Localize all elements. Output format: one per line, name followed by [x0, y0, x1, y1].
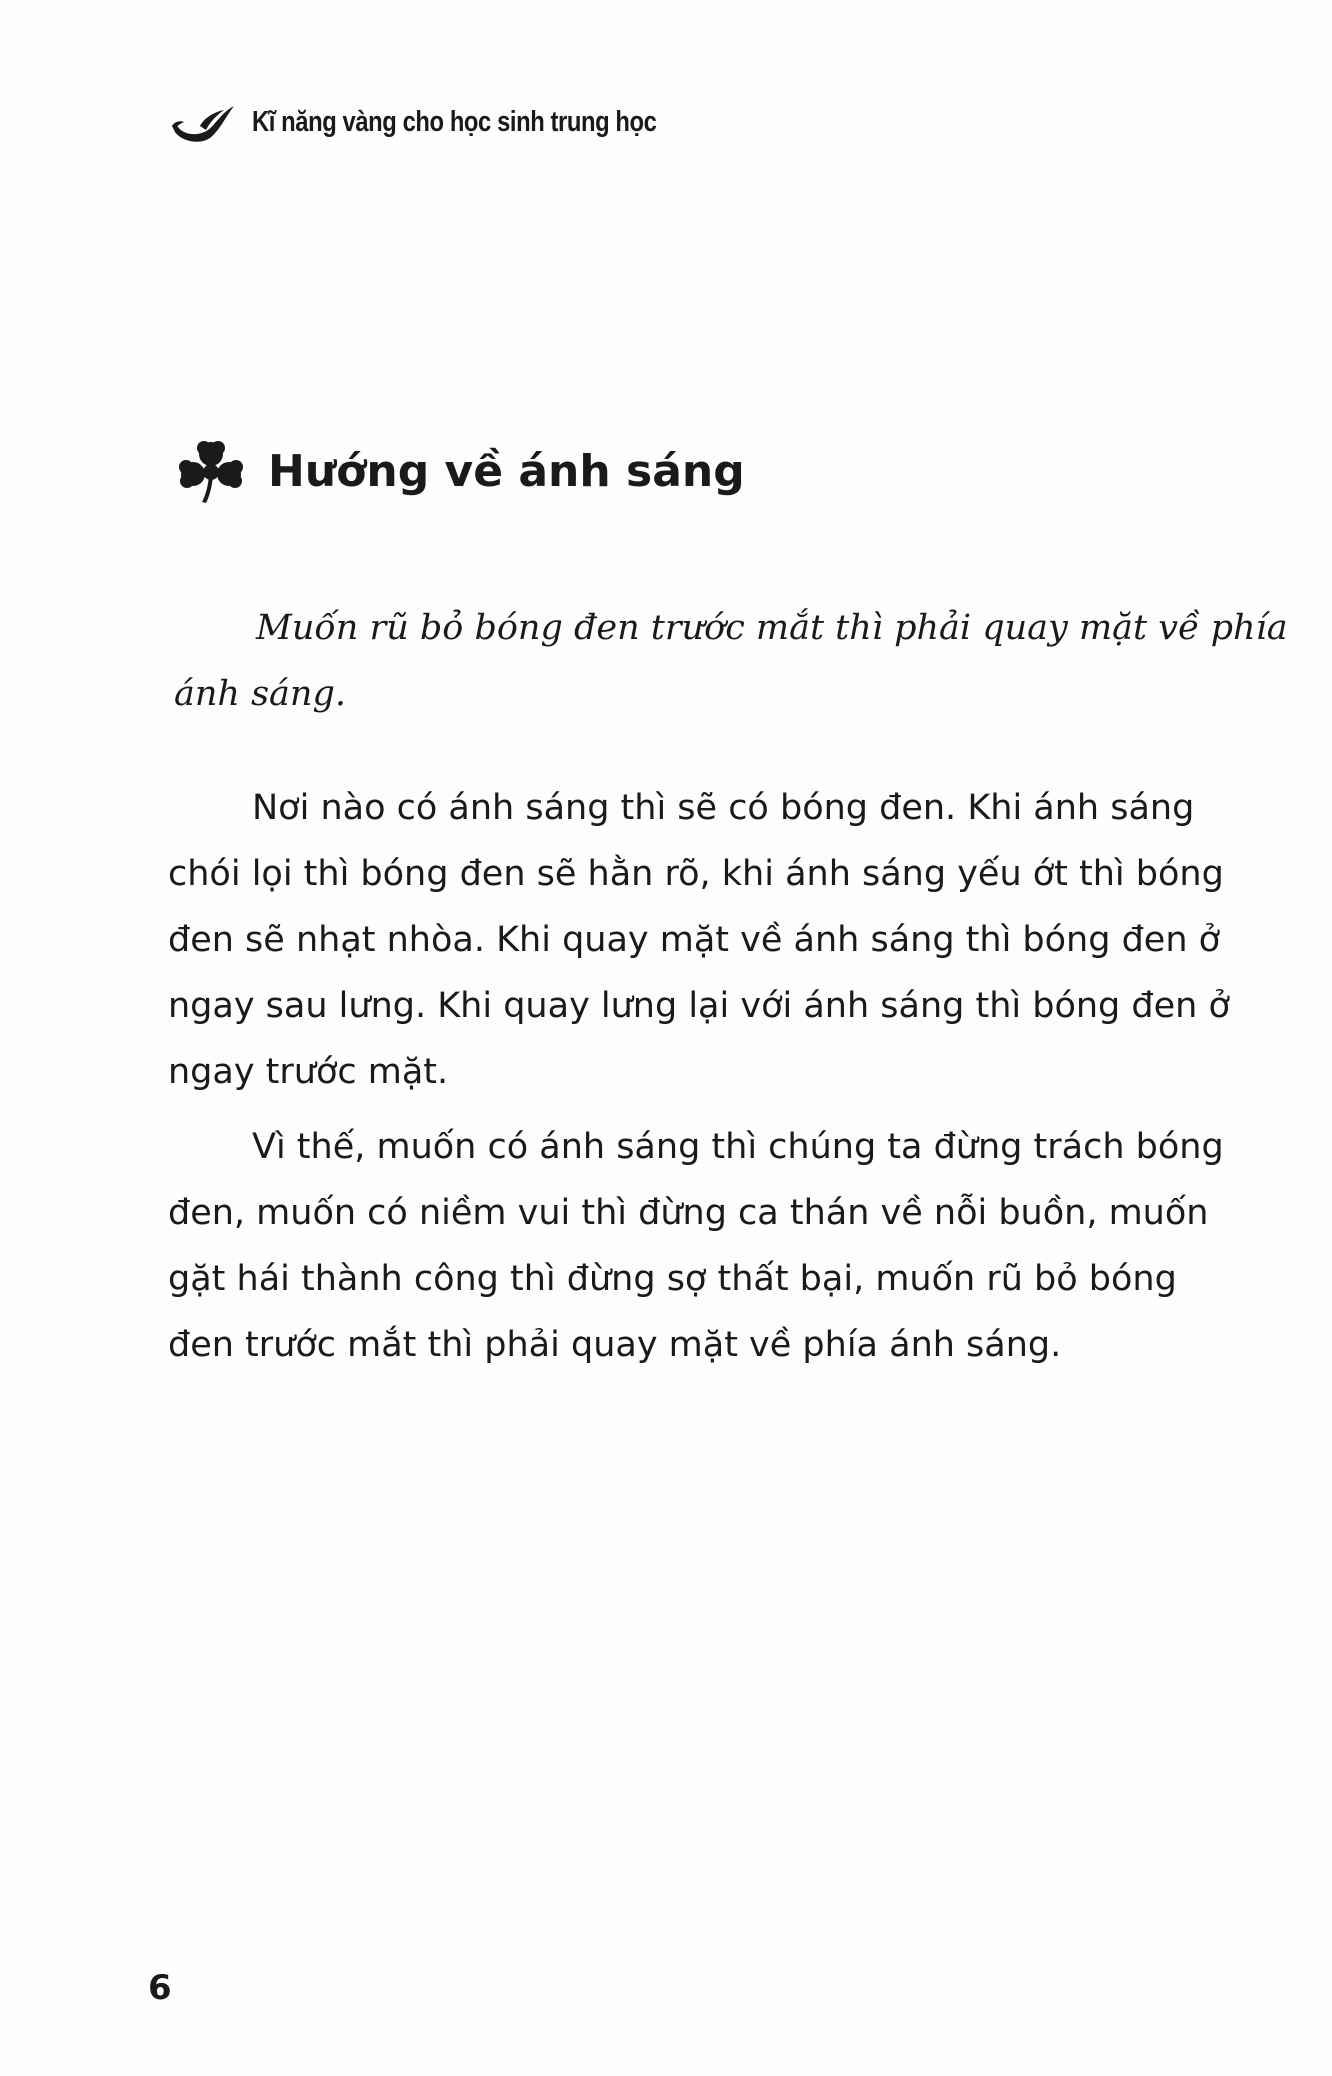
epigraph-quote — [174, 595, 1288, 727]
running-header — [170, 100, 745, 144]
running-header-title: Kĩ năng vàng cho học sinh trung học — [252, 105, 657, 138]
paragraph-line: Vì thế, muốn có ánh sáng thì chúng ta đừng trách bóng — [252, 1127, 1224, 1167]
swoosh-logo-icon — [170, 100, 240, 144]
page-number: 6 — [148, 1968, 172, 2008]
paragraph-line: đen sẽ nhạt nhòa. Khi quay mặt về ánh sáng thì bóng đen ở — [168, 920, 1221, 960]
section-title: Hướng về ánh sáng — [268, 445, 745, 497]
paragraph-line: Nơi nào có ánh sáng thì sẽ có bóng đen. Khi ánh sáng — [252, 788, 1195, 828]
paragraph-line: đen trước mắt thì phải quay mặt về phía ánh sáng. — [168, 1325, 1062, 1365]
quote-line: ánh sáng. — [174, 674, 346, 714]
quote-line: Muốn rũ bỏ bóng đen trước mắt thì phải quay mặt về phía — [256, 608, 1288, 648]
clover-icon — [176, 438, 246, 504]
paragraph-line: gặt hái thành công thì đừng sợ thất bại, muốn rũ bỏ bóng — [168, 1259, 1177, 1299]
paragraph-1 — [168, 775, 1258, 1105]
paragraph-2 — [168, 1114, 1258, 1378]
paragraph-line: đen, muốn có niềm vui thì đừng ca thán về nỗi buồn, muốn — [168, 1193, 1209, 1233]
paragraph-line: ngay trước mặt. — [168, 1052, 449, 1092]
section-heading — [176, 438, 745, 504]
paragraph-line: ngay sau lưng. Khi quay lưng lại với ánh sáng thì bóng đen ở — [168, 986, 1230, 1026]
paragraph-line: chói lọi thì bóng đen sẽ hằn rõ, khi ánh sáng yếu ớt thì bóng — [168, 854, 1224, 894]
